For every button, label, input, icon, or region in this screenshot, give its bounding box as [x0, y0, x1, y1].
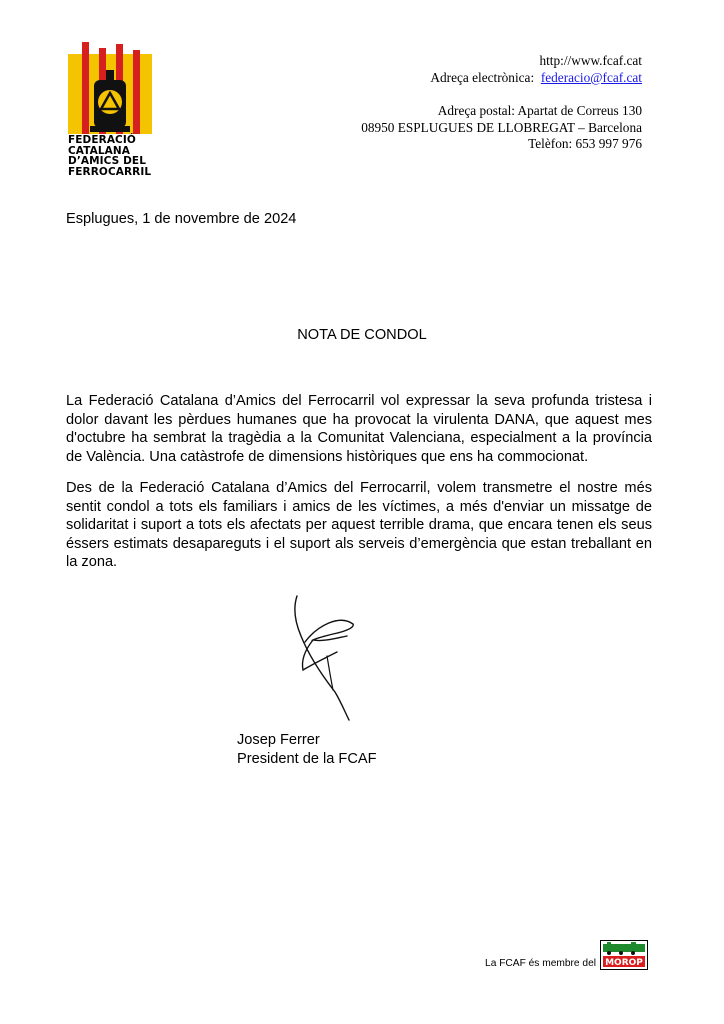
logo-line: D’AMICS DEL [68, 155, 146, 167]
email-line [361, 70, 642, 87]
fcaf-logo-text [68, 135, 168, 177]
email-label: Adreça electrònica: [430, 69, 535, 85]
signer-block [237, 731, 377, 768]
postal-address: Adreça postal: Apartat de Correus 130 [437, 103, 642, 118]
phone-line: Telèfon: 653 997 976 [528, 136, 642, 151]
footer-text: La FCAF és membre del [485, 958, 596, 969]
website-link[interactable]: http://www.fcaf.cat [539, 53, 642, 68]
contact-block [361, 53, 642, 153]
letter-date: Esplugues, 1 de novembre de 2024 [66, 211, 297, 227]
logo-line: FERROCARRIL [68, 165, 152, 178]
signer-role: President de la FCAF [237, 750, 377, 767]
city-line: 08950 ESPLUGUES DE LLOBREGAT – Barcelona [361, 119, 642, 135]
logo-line: CATALANA [68, 144, 131, 157]
morop-badge-text: MOROP [605, 958, 643, 968]
fcaf-lantern-logo [68, 40, 152, 134]
letter-title: NOTA DE CONDOL [297, 327, 427, 343]
email-link[interactable]: federacio@fcaf.cat [540, 69, 642, 85]
footer [485, 940, 648, 970]
letter-paragraph: Des de la Federació Catalana d’Amics del Ferrocarril, volem transmetre el nostre més sentit condol a tots els familiars i amics de les víctimes, a més d'enviar un missatge de solidaritat i suport a tots els afectats per aquest terrible drama, que encara tenen els seus éssers estimats desapareguts i el suport als serveis d’emergència que estan treballant en la zona. [66, 480, 652, 570]
letter-paragraph: La Federació Catalana d’Amics del Ferrocarril vol expressar la seva profunda tristesa i dolor davant les pèrdues humanes que ha provocat la virulenta DANA, que aquest mes d'octubre ha sembrat la tragèdia a la Comunitat Valenciana, especialment a la província de València. Una catàstrofe de dimensions històriques que ens ha commocionat. [66, 393, 652, 465]
morop-logo [600, 940, 648, 970]
logo-line: FEDERACIÓ [68, 134, 136, 146]
signer-name: Josep Ferrer [237, 732, 320, 748]
handwritten-signature [283, 594, 363, 724]
